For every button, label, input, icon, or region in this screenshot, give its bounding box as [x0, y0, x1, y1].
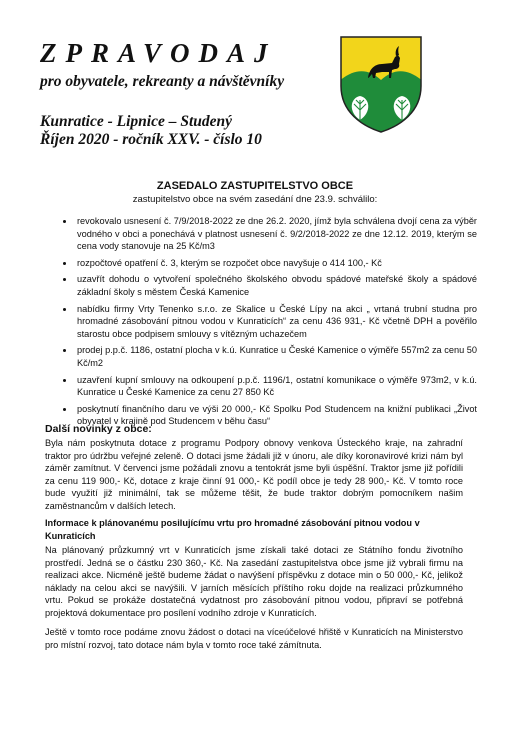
list-item: • revokovalo usnesení č. 7/9/2018-2022 ze dne 26.2. 2020, jímž byla schválena dvojí cena za výběr vodného v obci a ponechává v platnost usnesení č. 9/2/2018-2022 ze dne 12.12. 2019, kterým se cena vody stanovuje na 25 Kč/m3 — [75, 215, 477, 253]
council-intro: zastupitelstvo obce na svém zasedání dne 23.9. schválilo: — [132, 194, 378, 205]
council-section-title: ZASEDALO ZASTUPITELSTVO OBCE — [156, 180, 354, 192]
news-heading: Další novinky z obce: — [45, 423, 152, 435]
newsletter-subtitle: pro obyvatele, rekreanty a návštěvníky — [40, 73, 285, 90]
list-item: • rozpočtové opatření č. 3, kterým se rozpočet obce navyšuje o 414 100,- Kč — [75, 257, 477, 270]
issue-line: Říjen 2020 - ročník XXV. - číslo 10 — [40, 131, 262, 148]
list-item: • nabídku firmy Vrty Tenenko s.r.o. ze Skalice u České Lípy na akci „ vrtaná trubní studna pro hromadné zásobování pitnou vodou v Kunraticích“ za cenu 436 931,- Kč včetně DPH a pověřilo starostu obce podpisem smlouvy s vítězným uchazečem — [75, 303, 477, 341]
news-paragraph-tractor: Byla nám poskytnuta dotace z programu Podpory obnovy venkova Ústeckého kraje, na zahradní traktor pro údržbu veřejné zeleně. O dotaci jsme žádali již v únoru, ale díky koronavirové krizi nám byl záměr zamítnut. V červenci jsme požádali znovu a tentokrát jsme byli úspěšní. Traktor jsme již pořídili za cenu 119 900,- Kč, dotace z kraje činní 91 000,- Kč podíl obce je tedy 28 900,- Kč. V tomto roce bude využití již minimální, tak se můžeme těšit, že bude traktor dobrým pomocníkem našim zaměstnancům v dalších letech. — [45, 438, 463, 511]
well-subheading: Informace k plánovanému posilujícímu vrtu pro hromadné zásobování pitnou vodou v Kunraticích — [45, 518, 420, 541]
coat-of-arms-icon — [338, 34, 424, 134]
council-decisions-list — [60, 215, 477, 432]
list-item: • prodej p.p.č. 1186, ostatní plocha v k.ú. Kunratice u České Kamenice o výměře 557m2 za cenu 50 Kč/m2 — [75, 344, 477, 369]
list-item: • uzavření kupní smlouvy na odkoupení p.p.č. 1196/1, ostatní komunikace o výměře 973m2, v k.ú. Kunratice u České Kamenice za cenu 27 850 Kč — [75, 374, 477, 399]
villages-line: Kunratice - Lipnice – Studený — [40, 113, 233, 130]
news-paragraph-playground: Ještě v tomto roce podáme znovu žádost o dotaci na víceúčelové hřiště v Kunraticích na Ministerstvo pro místní rozvoj, tato dotace nám byla v tomto roce také zámítnuta. — [45, 627, 463, 650]
list-item: • uzavřít dohodu o vytvoření společného školského obvodu spádové mateřské školy a spádové základní školy s městem Česká Kamenice — [75, 273, 477, 298]
list-item: • poskytnutí finančního daru ve výši 20 000,- Kč Spolku Pod Studencem na knižní publikaci „Život obyvatel v krajině pod Studencem v běhu času“ — [75, 403, 477, 428]
news-paragraph-well: Na plánovaný průzkumný vrt v Kunraticích jsme získali také dotaci ze Státního fondu životního prostředí. Jedná se o částku 230 360,- Kč. Na zasedání zastupitelstva obce jsme již vybrali firmu na realizaci akce. Nicméně ještě budeme žádat o navýšení příspěvku z dotace min o 50 000,- Kč, jelikož náklady na celou akci se navýšili. V jarních měsících příštího roku dojde na realizaci průzkumného vrtu. Pokud se prokáže dostatečná vydatnost pro zásobování pitnou vodou, připraví se potřebná projektová dokumentace pro posílení vodního zdroje v Kunraticích. — [45, 545, 463, 618]
crest-field — [338, 34, 424, 134]
newsletter-title: ZPRAVODAJ — [40, 38, 277, 68]
crest-green-hills — [338, 71, 424, 134]
